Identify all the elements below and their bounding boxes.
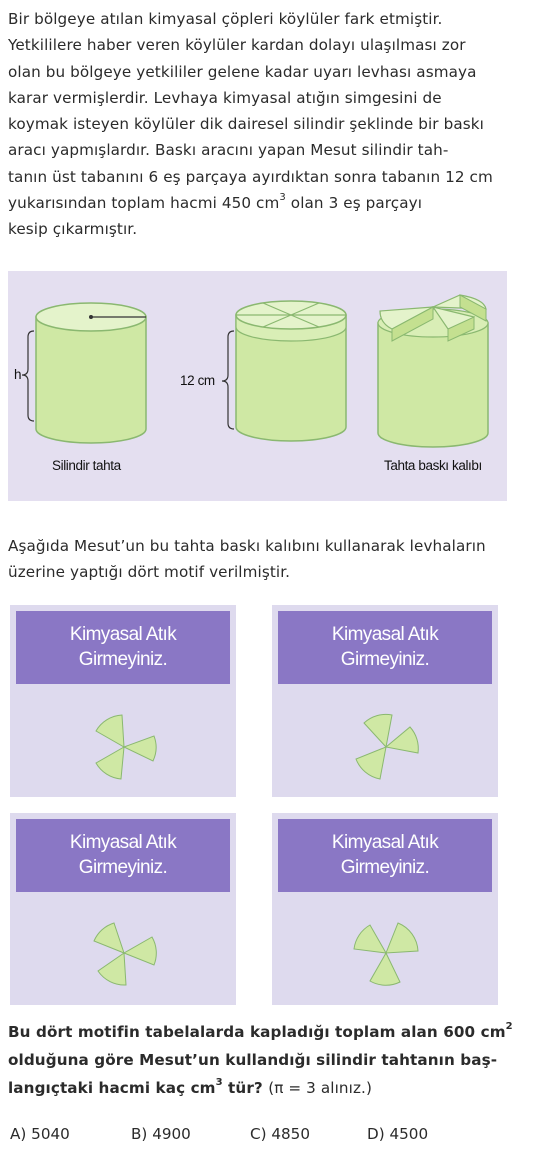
height-label-12cm: 12 cm xyxy=(180,373,215,388)
question-paragraph xyxy=(8,1018,556,1102)
sign-title-line-1: Kimyasal Atık xyxy=(69,832,177,853)
chemical-waste-motif-icon xyxy=(84,913,164,993)
intro-line-1: Bir bölgeye atılan kimyasal çöpleri köylüler fark etmiştir. xyxy=(8,10,443,28)
full-cylinder xyxy=(22,303,146,443)
divided-cylinder xyxy=(222,301,346,441)
option-value: 5040 xyxy=(31,1125,70,1143)
caption-wooden-cylinder: Silindir tahta xyxy=(52,458,121,473)
question-line-1 xyxy=(8,1018,556,1046)
sign-4 xyxy=(272,813,498,1005)
option-value: 4900 xyxy=(152,1125,191,1143)
volume-unit-exponent: 3 xyxy=(215,1076,223,1088)
sign-2 xyxy=(272,605,498,797)
intro-line-7: tanın üst tabanını 6 eş parçaya ayırdıktan sonra tabanın 12 cm xyxy=(8,167,493,186)
option-a[interactable] xyxy=(10,1125,70,1143)
sign-title-line-2: Girmeyiniz. xyxy=(78,649,168,670)
sign-banner xyxy=(16,611,230,684)
intro-line-8-rest: olan 3 eş parçayı xyxy=(285,194,423,213)
intro-line-8-text: yukarısından toplam hacmi 450 cm xyxy=(8,194,280,213)
intro-paragraph xyxy=(8,6,556,243)
mold-cylinder xyxy=(378,295,488,447)
question-line-1-text: Bu dört motifin tabelalarda kapladığı toplam alan 600 cm xyxy=(8,1023,506,1041)
pi-note: (π = 3 alınız.) xyxy=(268,1079,372,1097)
chemical-waste-motif-icon xyxy=(346,707,426,787)
sign-banner xyxy=(278,611,492,684)
intro-line-8 xyxy=(8,190,556,216)
intro-line-9: kesip çıkarmıştır. xyxy=(8,220,138,239)
question-line-3-rest: tür? xyxy=(222,1079,269,1097)
sign-3 xyxy=(10,813,236,1005)
intro-line-5: koymak isteyen köylüler dik dairesel silindir şeklinde bir baskı xyxy=(8,115,484,134)
intro-line-2: Yetkililere haber veren köylüler kardan dolayı ulaşılması zor xyxy=(8,36,466,55)
option-d[interactable] xyxy=(367,1125,428,1143)
sign-1 xyxy=(10,605,236,797)
middle-line-1: Aşağıda Mesut’un bu tahta baskı kalıbını kullanarak levhaların xyxy=(8,537,486,555)
option-letter: C) xyxy=(250,1125,267,1143)
intro-line-3: olan bu bölgeye yetkililer gelene kadar uyarı levhası asmaya xyxy=(8,62,477,81)
area-unit-exponent: 2 xyxy=(505,1020,513,1032)
sign-title-line-2: Girmeyiniz. xyxy=(340,649,430,670)
question-line-2: olduğuna göre Mesut’un kullandığı silindir tahtanın baş- xyxy=(8,1051,498,1069)
option-letter: B) xyxy=(131,1125,148,1143)
chemical-waste-motif-icon xyxy=(84,707,164,787)
sign-banner xyxy=(16,819,230,892)
option-b[interactable] xyxy=(131,1125,191,1143)
option-letter: D) xyxy=(367,1125,385,1143)
volume-unit-exponent: 3 xyxy=(279,192,286,204)
sign-title-line-1: Kimyasal Atık xyxy=(331,624,439,645)
sign-title-line-1: Kimyasal Atık xyxy=(69,624,177,645)
intro-line-4: karar vermişlerdir. Levhaya kimyasal atığın simgesini de xyxy=(8,88,442,107)
sign-banner xyxy=(278,819,492,892)
question-line-3 xyxy=(8,1074,556,1102)
intro-line-6: aracı yapmışlardır. Baskı aracını yapan Mesut silindir tah- xyxy=(8,141,449,160)
sign-title-line-1: Kimyasal Atık xyxy=(331,832,439,853)
option-value: 4500 xyxy=(389,1125,429,1143)
chemical-waste-motif-icon xyxy=(346,913,426,993)
option-c[interactable] xyxy=(250,1125,310,1143)
middle-line-2: üzerine yaptığı dört motif verilmiştir. xyxy=(8,563,291,582)
cylinder-figure xyxy=(8,271,507,501)
caption-printing-mold: Tahta baskı kalıbı xyxy=(384,458,482,473)
option-value: 4850 xyxy=(271,1125,311,1143)
middle-paragraph xyxy=(8,533,556,586)
height-label-h: h xyxy=(14,367,22,382)
option-letter: A) xyxy=(10,1125,27,1143)
question-line-3-text: langıçtaki hacmi kaç cm xyxy=(8,1079,216,1097)
sign-title-line-2: Girmeyiniz. xyxy=(78,857,168,878)
sign-title-line-2: Girmeyiniz. xyxy=(340,857,430,878)
